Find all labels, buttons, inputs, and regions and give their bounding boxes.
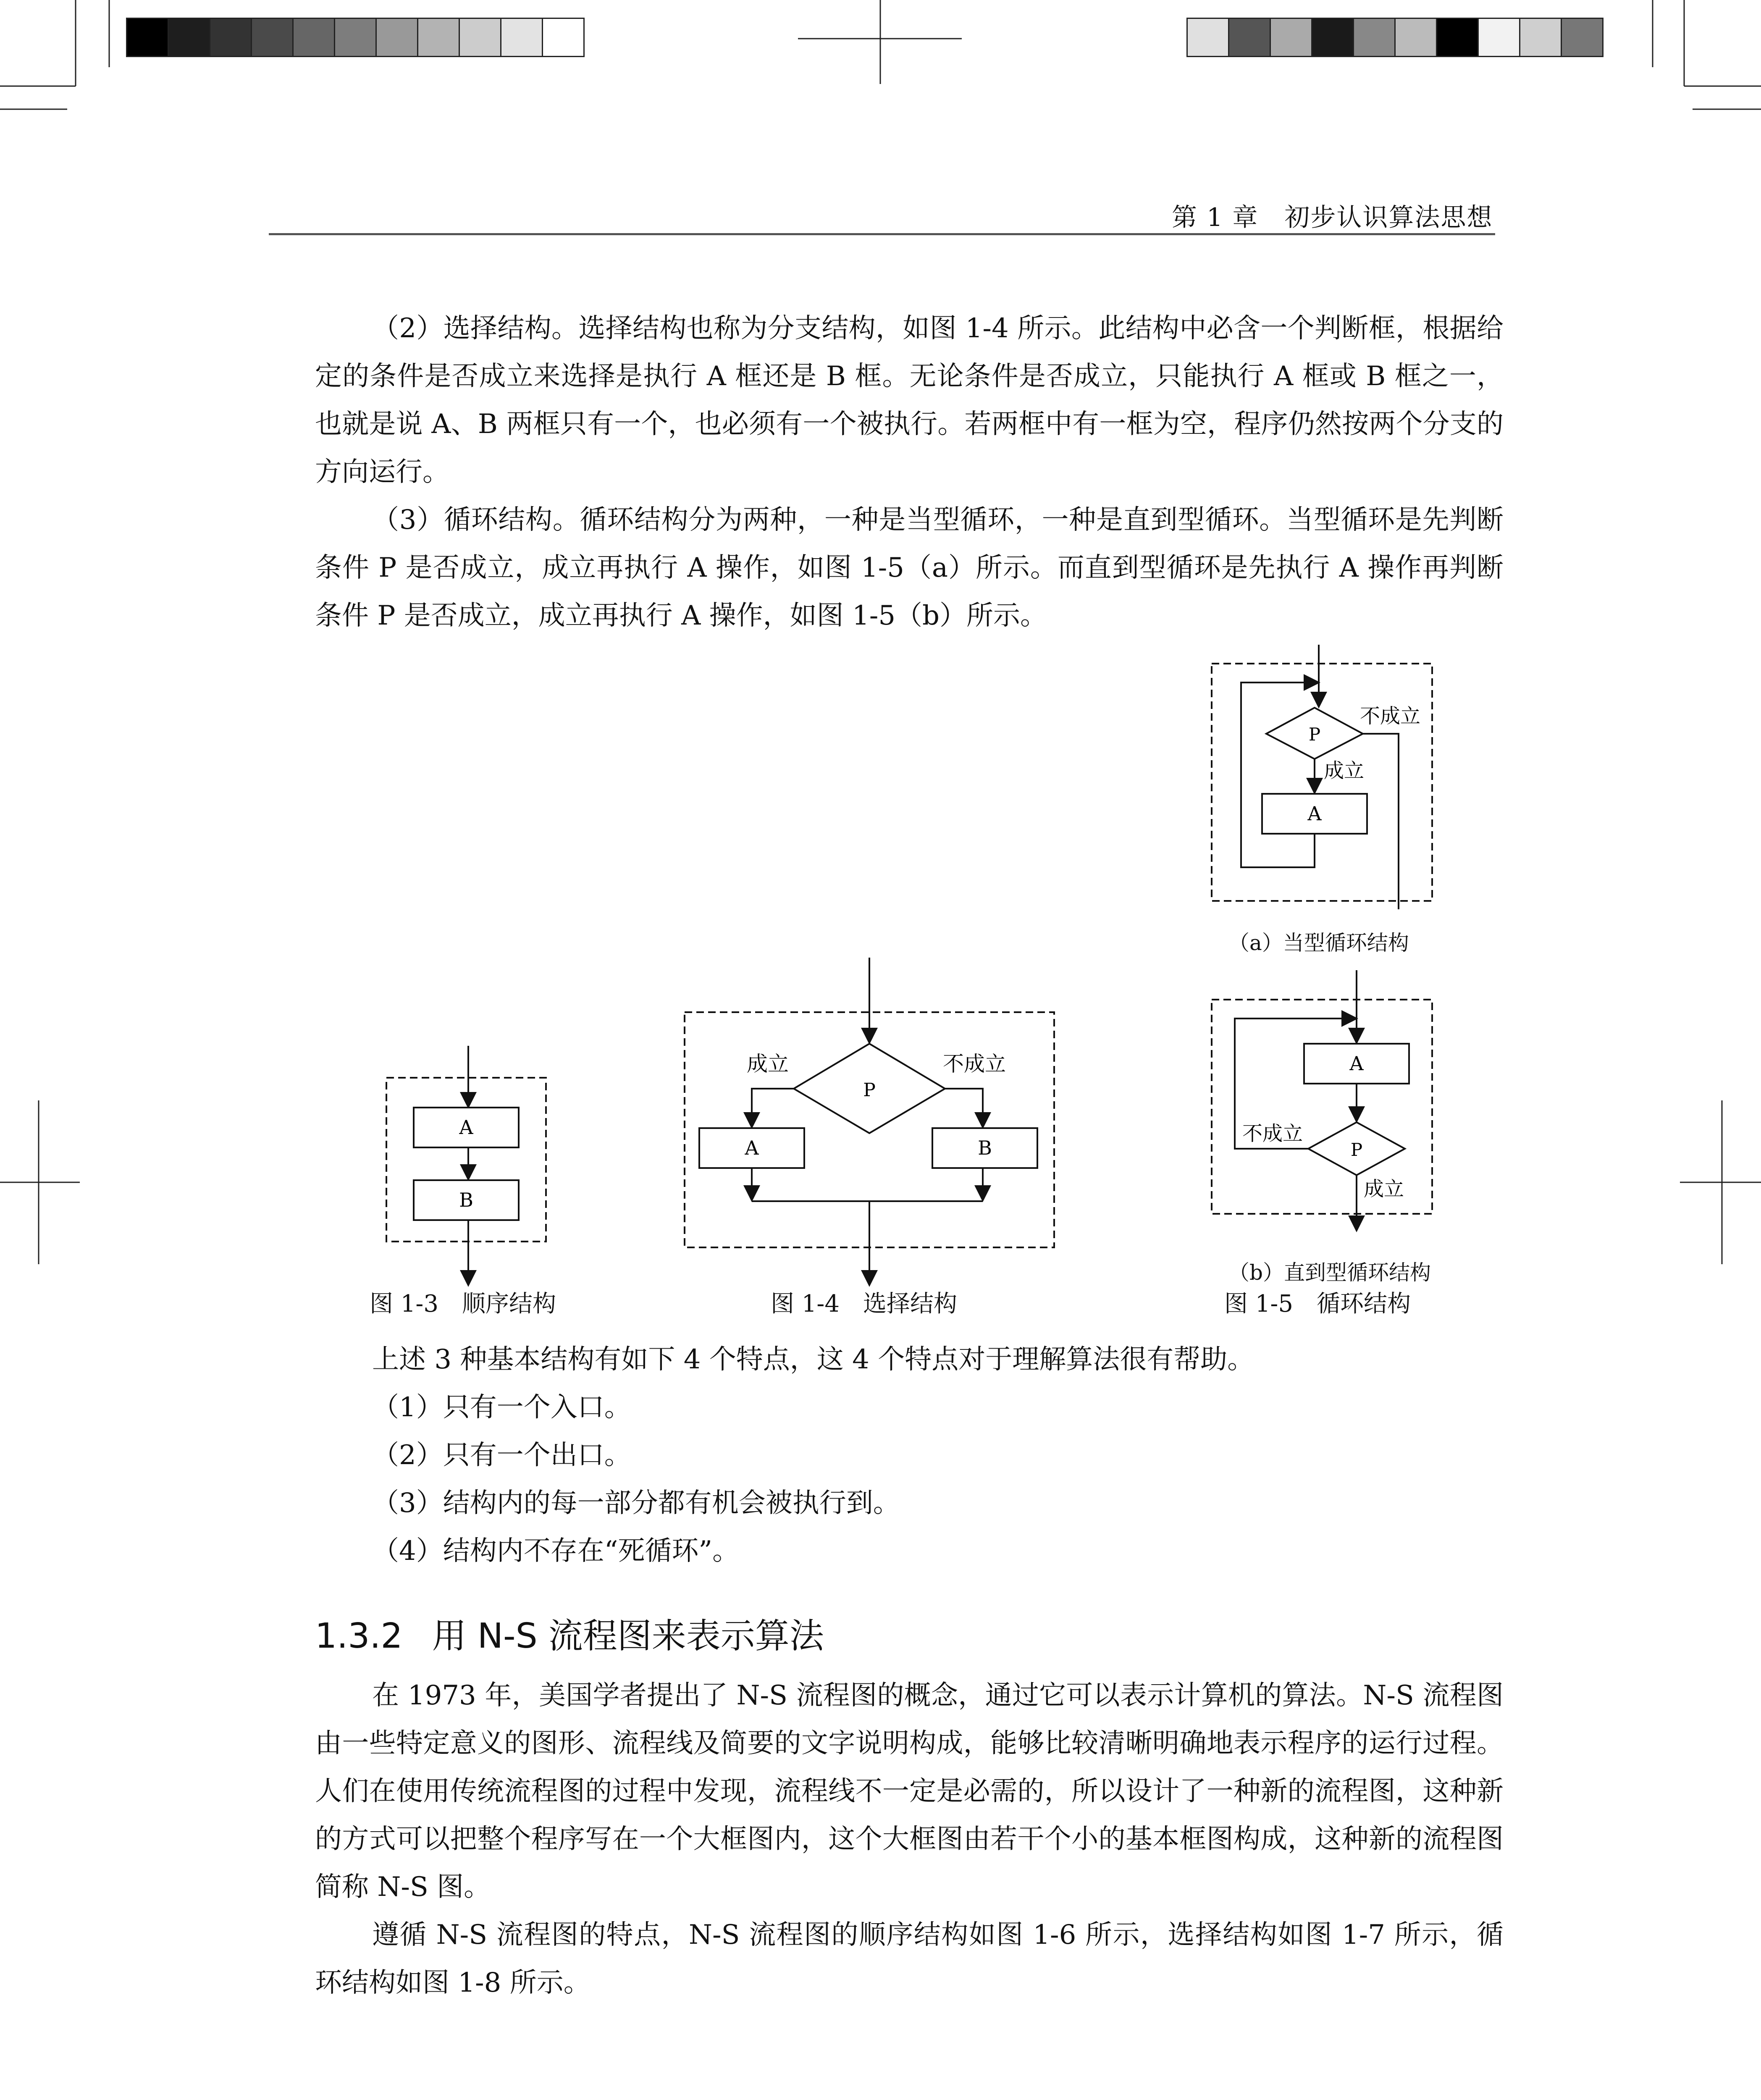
figure-1-3-caption: 图 1-3 顺序结构 [370,1290,556,1318]
header-rule [269,233,1495,235]
fig14-label-a: A [745,1137,759,1159]
paragraph-loop: （3）循环结构。循环结构分为两种，一种是当型循环，一种是直到型循环。当型循环是先判断条件 P 是否成立，成立再执行 A 操作，如图 1-5（a）所示。而直到型循环是先执行 A 操作再判断条件 P 是否成立，成立再执行 A 操作，如图 1-5（b）所示。 [315,504,1504,631]
fig15b-yes-label: 成立 [1363,1177,1404,1201]
section-title-text: 用 N-S 流程图来表示算法 [432,1616,824,1656]
body-text-top [315,304,1504,640]
fig15b-condition: P [1350,1139,1363,1160]
section-number: 1.3.2 [315,1616,403,1656]
fig15b-label-a: A [1349,1052,1364,1075]
fig14-label-b: B [978,1137,992,1159]
figure-1-5a-while-loop [1201,645,1445,909]
feature-item: （3）结构内的每一部分都有机会被执行到。 [372,1488,900,1519]
features-intro: 上述 3 种基本结构有如下 4 个特点，这 4 个特点对于理解算法很有帮助。 [372,1344,1254,1375]
paragraph-selection: （2）选择结构。选择结构也称为分支结构，如图 1-4 所示。此结构中必含一个判断框，根据给定的条件是否成立来选择是执行 A 框还是 B 框。无论条件是否成立，只能执行 A 框或 B 框之一，也就是说 A、B 两框只有一个，也必须有一个被执行。若两框中有一框为空，程序仍然按两个分支的方向运行。 [315,313,1504,488]
figure-1-5b-until-loop [1201,970,1445,1239]
fig13-label-a: A [459,1116,473,1139]
figure-1-3-sequence [378,1042,563,1294]
body-text-bottom [315,1672,1504,2007]
paragraph-ns-figures: 遵循 N-S 流程图的特点，N-S 流程图的顺序结构如图 1-6 所示，选择结构如图 1-7 所示，循环结构如图 1-8 所示。 [315,1919,1504,1998]
figure-1-4-caption: 图 1-4 选择结构 [771,1290,957,1318]
fig13-label-b: B [459,1189,473,1211]
section-heading [315,1609,824,1658]
feature-item: （2）只有一个出口。 [372,1440,631,1471]
figure-1-5b-subcaption: （b）直到型循环结构 [1228,1260,1431,1285]
fig15a-condition: P [1308,724,1321,745]
running-head: 第 1 章 初步认识算法思想 [1172,203,1493,232]
fig15a-yes-label: 成立 [1323,759,1365,782]
fig15a-label-a: A [1307,802,1322,825]
figure-1-5-caption: 图 1-5 循环结构 [1224,1290,1411,1318]
fig14-no-label: 不成立 [943,1052,1006,1076]
fig15b-no-label: 不成立 [1242,1122,1303,1145]
features-block [315,1336,1504,1575]
figure-1-5a-subcaption: （a）当型循环结构 [1228,931,1409,955]
paragraph-ns-intro: 在 1973 年，美国学者提出了 N-S 流程图的概念，通过它可以表示计算机的算法。N-S 流程图由一些特定意义的图形、流程线及简要的文字说明构成，能够比较清晰明确地表示程序的运行过程。人们在使用传统流程图的过程中发现，流程线不一定是必需的，所以设计了一种新的流程图，这种新的方式可以把整个程序写在一个大框图内，这个大框图由若干个小的基本框图构成，这种新的流程图简称 N-S 图。 [315,1680,1504,1903]
fig14-yes-label: 成立 [747,1052,789,1076]
fig14-condition: P [863,1079,876,1101]
fig15a-no-label: 不成立 [1359,704,1421,728]
feature-item: （4）结构内不存在“死循环”。 [372,1536,740,1567]
figure-1-4-selection [676,953,1063,1294]
feature-item: （1）只有一个入口。 [372,1392,631,1423]
